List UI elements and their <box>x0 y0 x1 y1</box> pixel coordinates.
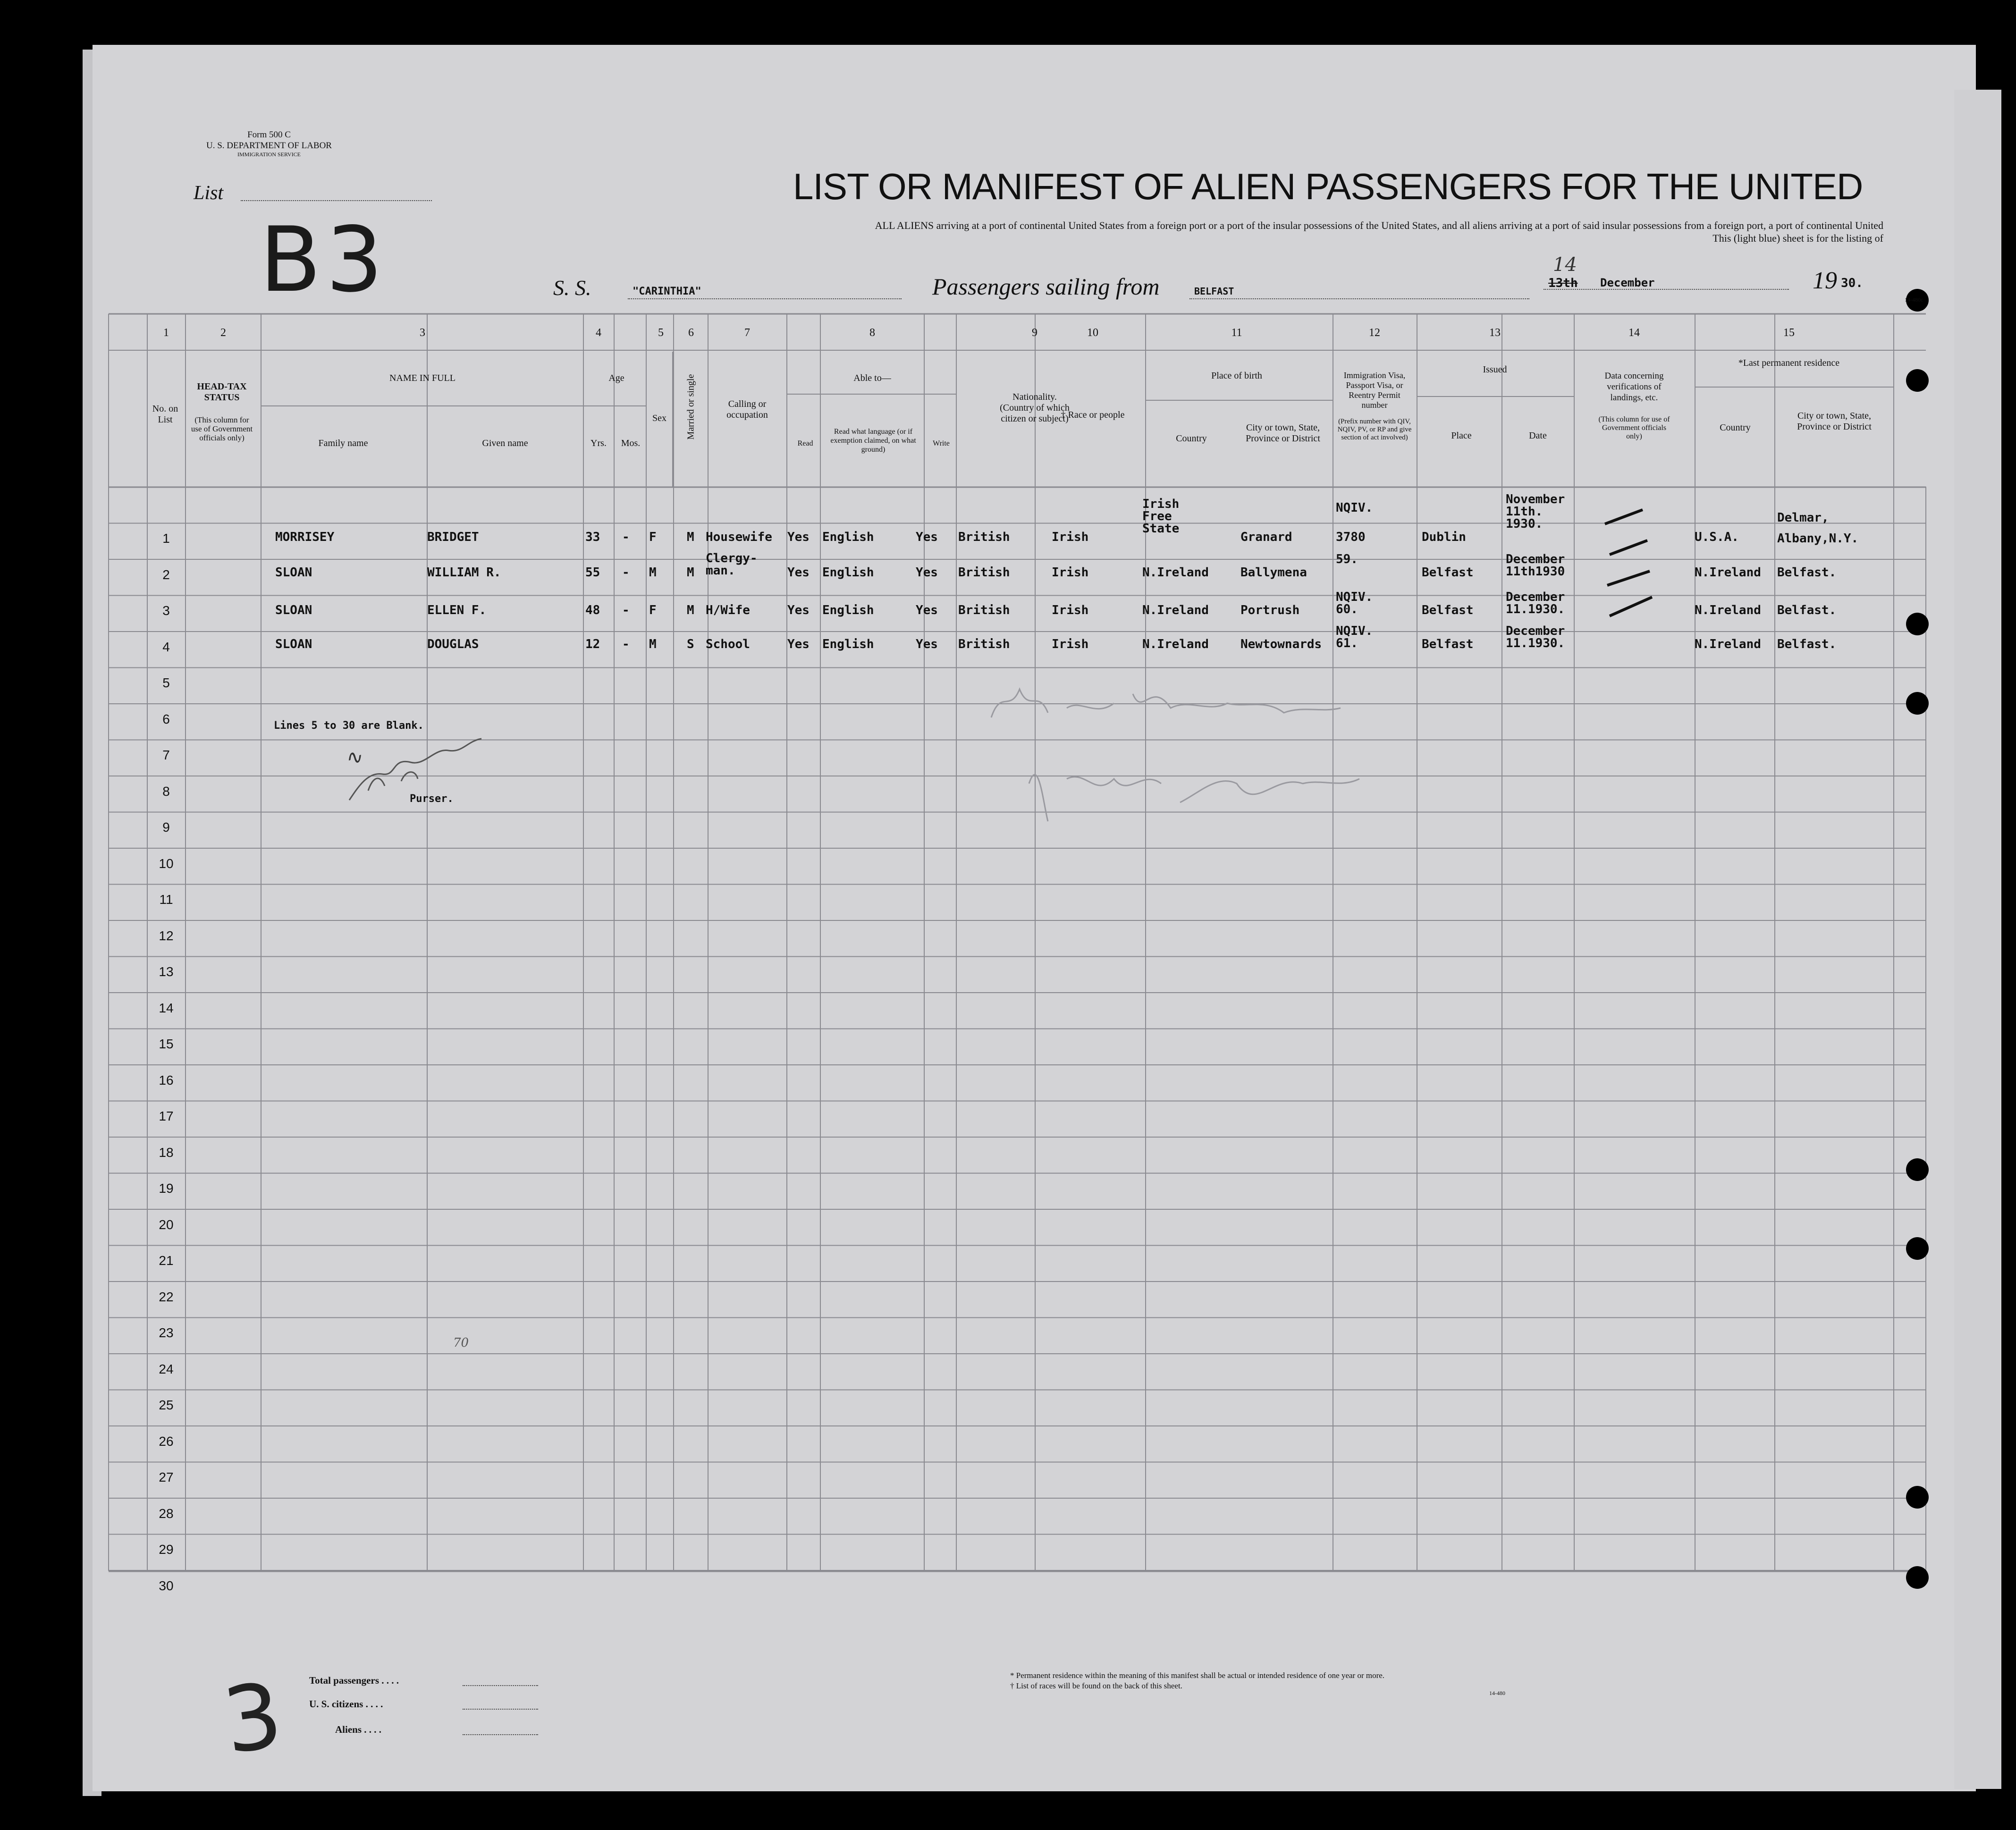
passenger-visa-issue-place: Belfast <box>1422 565 1474 580</box>
passenger-can-read: Yes <box>787 637 810 651</box>
column-number: 8 <box>869 327 875 339</box>
passenger-residence-country: U.S.A. <box>1695 530 1739 544</box>
passenger-language: English <box>822 603 874 617</box>
row-number: 8 <box>162 784 170 799</box>
binding-hole <box>1906 369 1929 392</box>
passenger-birth-city: Portrush <box>1240 603 1300 617</box>
row-number: 14 <box>159 1000 174 1015</box>
passenger-race: Irish <box>1052 637 1089 651</box>
header-yrs: Yrs. <box>590 438 607 448</box>
row-number: 13 <box>159 964 174 979</box>
departure-port: BELFAST <box>1194 286 1234 297</box>
ship-name: "CARINTHIA" <box>633 286 701 297</box>
officer-handwriting <box>972 661 1397 859</box>
header-head-tax-note: (This column for use of Government officials only) <box>191 415 253 442</box>
corner-code: 14-480c <box>1905 296 1923 303</box>
header-visa-note: (Prefix number with QIV, NQIV, PV, or RP and give section of act involved) <box>1337 418 1412 441</box>
passenger-occupation: School <box>706 637 750 651</box>
column-number: 12 <box>1369 327 1380 339</box>
column-number: 7 <box>744 327 750 339</box>
column-number: 5 <box>658 327 664 339</box>
column-number: 13 <box>1489 327 1501 339</box>
passenger-given-name: ELLEN F. <box>427 603 487 617</box>
purser-label: Purser. <box>410 793 454 805</box>
list-label: List <box>194 182 224 204</box>
column-number: 3 <box>420 327 425 339</box>
header-race: † Race or people <box>1061 410 1125 420</box>
sailing-day-handwritten: 14 <box>1553 254 1577 276</box>
purser-signature: ∿ <box>341 743 365 772</box>
column-number: 14 <box>1628 327 1640 339</box>
row-number: 5 <box>162 675 170 690</box>
binding-hole <box>1906 1566 1929 1589</box>
column-number: 10 <box>1087 327 1098 339</box>
row-number: 26 <box>159 1434 174 1449</box>
year-suffix: 30. <box>1841 276 1863 290</box>
passenger-birth-country: N.Ireland <box>1142 637 1209 651</box>
passenger-residence-city: Delmar, Albany,N.Y. <box>1777 511 1859 546</box>
passenger-residence-city: Belfast. <box>1777 565 1837 580</box>
passenger-visa-number: NQIV. 61. <box>1336 624 1373 650</box>
passenger-birth-city: Granard <box>1240 530 1292 544</box>
footer-code: 14-480 <box>1489 1690 1505 1696</box>
form-number: Form 500 C <box>247 130 291 140</box>
binding-hole <box>1906 1158 1929 1181</box>
service-name: IMMIGRATION SERVICE <box>237 151 301 158</box>
passenger-race: Irish <box>1052 565 1089 580</box>
passenger-age-months: - <box>622 637 630 651</box>
us-citizens-rule <box>463 1709 538 1710</box>
column-number: 1 <box>163 327 169 339</box>
passenger-residence-country: N.Ireland <box>1695 565 1761 580</box>
passenger-sex: F <box>649 530 657 544</box>
list-number: B3 <box>260 208 388 312</box>
binding-hole <box>1906 1486 1929 1509</box>
header-mos: Mos. <box>621 438 641 448</box>
footnote-races: † List of races will be found on the back of this sheet. <box>1010 1681 1182 1690</box>
row-number: 19 <box>159 1181 174 1196</box>
passenger-race: Irish <box>1052 530 1089 544</box>
passenger-visa-issue-place: Belfast <box>1422 603 1474 617</box>
row-number: 7 <box>162 748 170 762</box>
passenger-sex: M <box>649 565 657 580</box>
passenger-nationality: British <box>958 565 1010 580</box>
date-rule <box>1544 289 1789 290</box>
header-head-tax: HEAD-TAX STATUS <box>197 381 247 403</box>
header-given-name: Given name <box>482 438 528 448</box>
header-residence-city: City or town, State, Province or District <box>1797 411 1872 432</box>
header-no-on-list: No. on List <box>152 404 178 425</box>
sailing-month: December <box>1600 276 1655 289</box>
aliens-label: Aliens . . . . <box>335 1724 382 1735</box>
total-passengers-label: Total passengers . . . . <box>309 1675 399 1686</box>
blank-lines-note: Lines 5 to 30 are Blank. <box>274 720 424 732</box>
passenger-visa-number: NQIV. 60. <box>1336 590 1373 616</box>
passenger-residence-city: Belfast. <box>1777 637 1837 651</box>
header-read: Read <box>797 439 813 447</box>
passenger-family-name: SLOAN <box>275 637 312 651</box>
column-number: 15 <box>1783 327 1795 339</box>
passenger-age-months: - <box>622 530 630 544</box>
sailing-label: Passengers sailing from <box>932 273 1160 300</box>
passenger-residence-city: Belfast. <box>1777 603 1837 617</box>
row-number: 9 <box>162 820 170 835</box>
passenger-marital-status: M <box>687 530 694 544</box>
passenger-occupation: Clergy- man. <box>706 551 758 578</box>
passenger-nationality: British <box>958 637 1010 651</box>
passenger-given-name: WILLIAM R. <box>427 565 501 580</box>
ship-rule <box>628 298 902 299</box>
passenger-birth-country: N.Ireland <box>1142 603 1209 617</box>
header-read-language: Read what language (or if exemption claimed, on what ground) <box>830 428 916 454</box>
header-place-of-birth: Place of birth <box>1211 371 1262 381</box>
passenger-age-months: - <box>622 603 630 617</box>
header-visa: Immigration Visa, Passport Visa, or Reentry Permit number <box>1343 371 1406 410</box>
row-number: 2 <box>162 567 170 582</box>
passenger-visa-issue-date: December 11th1930 <box>1506 552 1565 579</box>
row-number: 11 <box>159 892 173 907</box>
passenger-residence-country: N.Ireland <box>1695 637 1761 651</box>
row-number: 3 <box>162 603 170 618</box>
row-number: 24 <box>159 1361 174 1376</box>
manifest-subtitle-1: ALL ALIENS arriving at a port of continental United States from a foreign port or a port of the insular possessions of the United States, and all aliens arriving at a port of said insular possessions from a foreign port, a port of continental United <box>875 219 1883 231</box>
header-family-name: Family name <box>318 438 368 448</box>
row-number: 17 <box>159 1109 174 1123</box>
passenger-sex: M <box>649 637 657 651</box>
header-nationality: Nationality. (Country of which citizen or subject) <box>1000 392 1070 424</box>
header-issue-date: Date <box>1529 430 1547 441</box>
passenger-age-years: 48 <box>585 603 600 617</box>
binding-hole <box>1906 692 1929 715</box>
passenger-can-read: Yes <box>787 603 810 617</box>
footnote-residence: * Permanent residence within the meaning of this manifest shall be actual or intended residence of one year or more. <box>1010 1671 1385 1680</box>
row-number: 6 <box>162 711 170 726</box>
header-issue-place: Place <box>1451 430 1472 441</box>
passenger-sex: F <box>649 603 657 617</box>
passenger-language: English <box>822 530 874 544</box>
passenger-birth-country: N.Ireland <box>1142 565 1209 580</box>
passenger-visa-number: 59. <box>1336 552 1358 566</box>
passenger-can-read: Yes <box>787 530 810 544</box>
total-passengers-rule <box>463 1685 538 1686</box>
passenger-visa-number: NQIV. 3780 <box>1336 501 1373 544</box>
passenger-visa-issue-place: Dublin <box>1422 530 1466 544</box>
verification-check-marks <box>1595 500 1666 632</box>
row-number: 1 <box>162 531 170 546</box>
passenger-can-write: Yes <box>916 530 938 544</box>
binding-hole <box>1906 1237 1929 1260</box>
row-number: 16 <box>159 1072 174 1088</box>
passenger-given-name: DOUGLAS <box>427 637 479 651</box>
manifest-title: LIST OR MANIFEST OF ALIEN PASSENGERS FOR THE UNITED <box>793 166 1863 207</box>
row-number: 18 <box>159 1145 174 1160</box>
passenger-age-years: 33 <box>585 530 600 544</box>
passenger-family-name: MORRISEY <box>275 530 335 544</box>
header-calling: Calling or occupation <box>726 399 768 420</box>
passenger-family-name: SLOAN <box>275 565 312 580</box>
row-number: 25 <box>159 1398 174 1412</box>
header-write: Write <box>933 439 950 447</box>
passenger-visa-issue-place: Belfast <box>1422 637 1474 651</box>
row-number: 10 <box>159 856 174 871</box>
passenger-can-write: Yes <box>916 565 938 580</box>
total-handwritten: 3 <box>217 1662 288 1774</box>
port-rule <box>1189 298 1529 299</box>
passenger-occupation: H/Wife <box>706 603 750 617</box>
sailing-day-printed: 13th <box>1548 276 1578 290</box>
ss-label: S. S. <box>553 276 591 300</box>
header-sex: Sex <box>652 413 666 423</box>
aliens-rule <box>463 1734 538 1735</box>
row-number: 29 <box>159 1542 174 1557</box>
passenger-marital-status: M <box>687 565 694 580</box>
header-birth-city: City or town, State, Province or District <box>1246 422 1320 444</box>
row-number: 23 <box>159 1325 174 1340</box>
row-number: 12 <box>159 928 174 943</box>
list-rule <box>241 200 432 201</box>
passenger-can-write: Yes <box>916 637 938 651</box>
row-number: 15 <box>159 1037 174 1051</box>
column-number: 11 <box>1231 327 1242 339</box>
passenger-residence-country: N.Ireland <box>1695 603 1761 617</box>
row-number: 30 <box>159 1578 174 1593</box>
header-data-verification: Data concerning verifications of landings, etc. <box>1604 371 1664 403</box>
passenger-language: English <box>822 565 874 580</box>
header-name-in-full: NAME IN FULL <box>389 373 455 383</box>
year-label: 19 <box>1813 267 1837 294</box>
header-residence-country: Country <box>1720 422 1751 433</box>
column-number: 2 <box>220 327 226 339</box>
passenger-race: Irish <box>1052 603 1089 617</box>
row-number: 28 <box>159 1506 174 1521</box>
header-issued: Issued <box>1483 364 1507 375</box>
passenger-age-months: - <box>622 565 630 580</box>
row-number: 22 <box>159 1289 174 1304</box>
header-able-to: Able to— <box>853 373 891 383</box>
passenger-marital-status: M <box>687 603 694 617</box>
stray-mark: 70 <box>453 1336 469 1350</box>
passenger-given-name: BRIDGET <box>427 530 479 544</box>
manifest-subtitle-2: This (light blue) sheet is for the listing of <box>1712 232 1883 244</box>
binding-hole <box>1906 613 1929 635</box>
header-birth-country: Country <box>1176 433 1207 444</box>
column-number: 6 <box>688 327 694 339</box>
column-number: 9 <box>1032 327 1038 339</box>
header-last-residence: *Last permanent residence <box>1738 358 1840 368</box>
row-number: 27 <box>159 1470 174 1484</box>
passenger-nationality: British <box>958 530 1010 544</box>
passenger-can-write: Yes <box>916 603 938 617</box>
passenger-visa-issue-date: December 11.1930. <box>1506 624 1565 650</box>
passenger-occupation: Housewife <box>706 530 772 544</box>
passenger-age-years: 12 <box>585 637 600 651</box>
passenger-nationality: British <box>958 603 1010 617</box>
row-number: 4 <box>162 639 170 654</box>
passenger-birth-city: Ballymena <box>1240 565 1307 580</box>
passenger-marital-status: S <box>687 637 694 651</box>
header-age: Age <box>608 373 624 383</box>
passenger-can-read: Yes <box>787 565 810 580</box>
passenger-visa-issue-date: December 11.1930. <box>1506 590 1565 616</box>
row-number: 21 <box>159 1253 174 1268</box>
department-name: U. S. DEPARTMENT OF LABOR <box>206 141 332 151</box>
passenger-family-name: SLOAN <box>275 603 312 617</box>
passenger-birth-city: Newtownards <box>1240 637 1322 651</box>
passenger-age-years: 55 <box>585 565 600 580</box>
row-number: 20 <box>159 1217 174 1232</box>
passenger-visa-issue-date: November 11th. 1930. <box>1506 492 1565 531</box>
header-data-verification-note: (This column for use of Government officials only) <box>1598 415 1670 440</box>
column-number: 4 <box>596 327 601 339</box>
us-citizens-label: U. S. citizens . . . . <box>309 1698 383 1710</box>
passenger-language: English <box>822 637 874 651</box>
header-married <box>686 421 697 440</box>
passenger-birth-country: Irish Free State <box>1142 497 1180 536</box>
